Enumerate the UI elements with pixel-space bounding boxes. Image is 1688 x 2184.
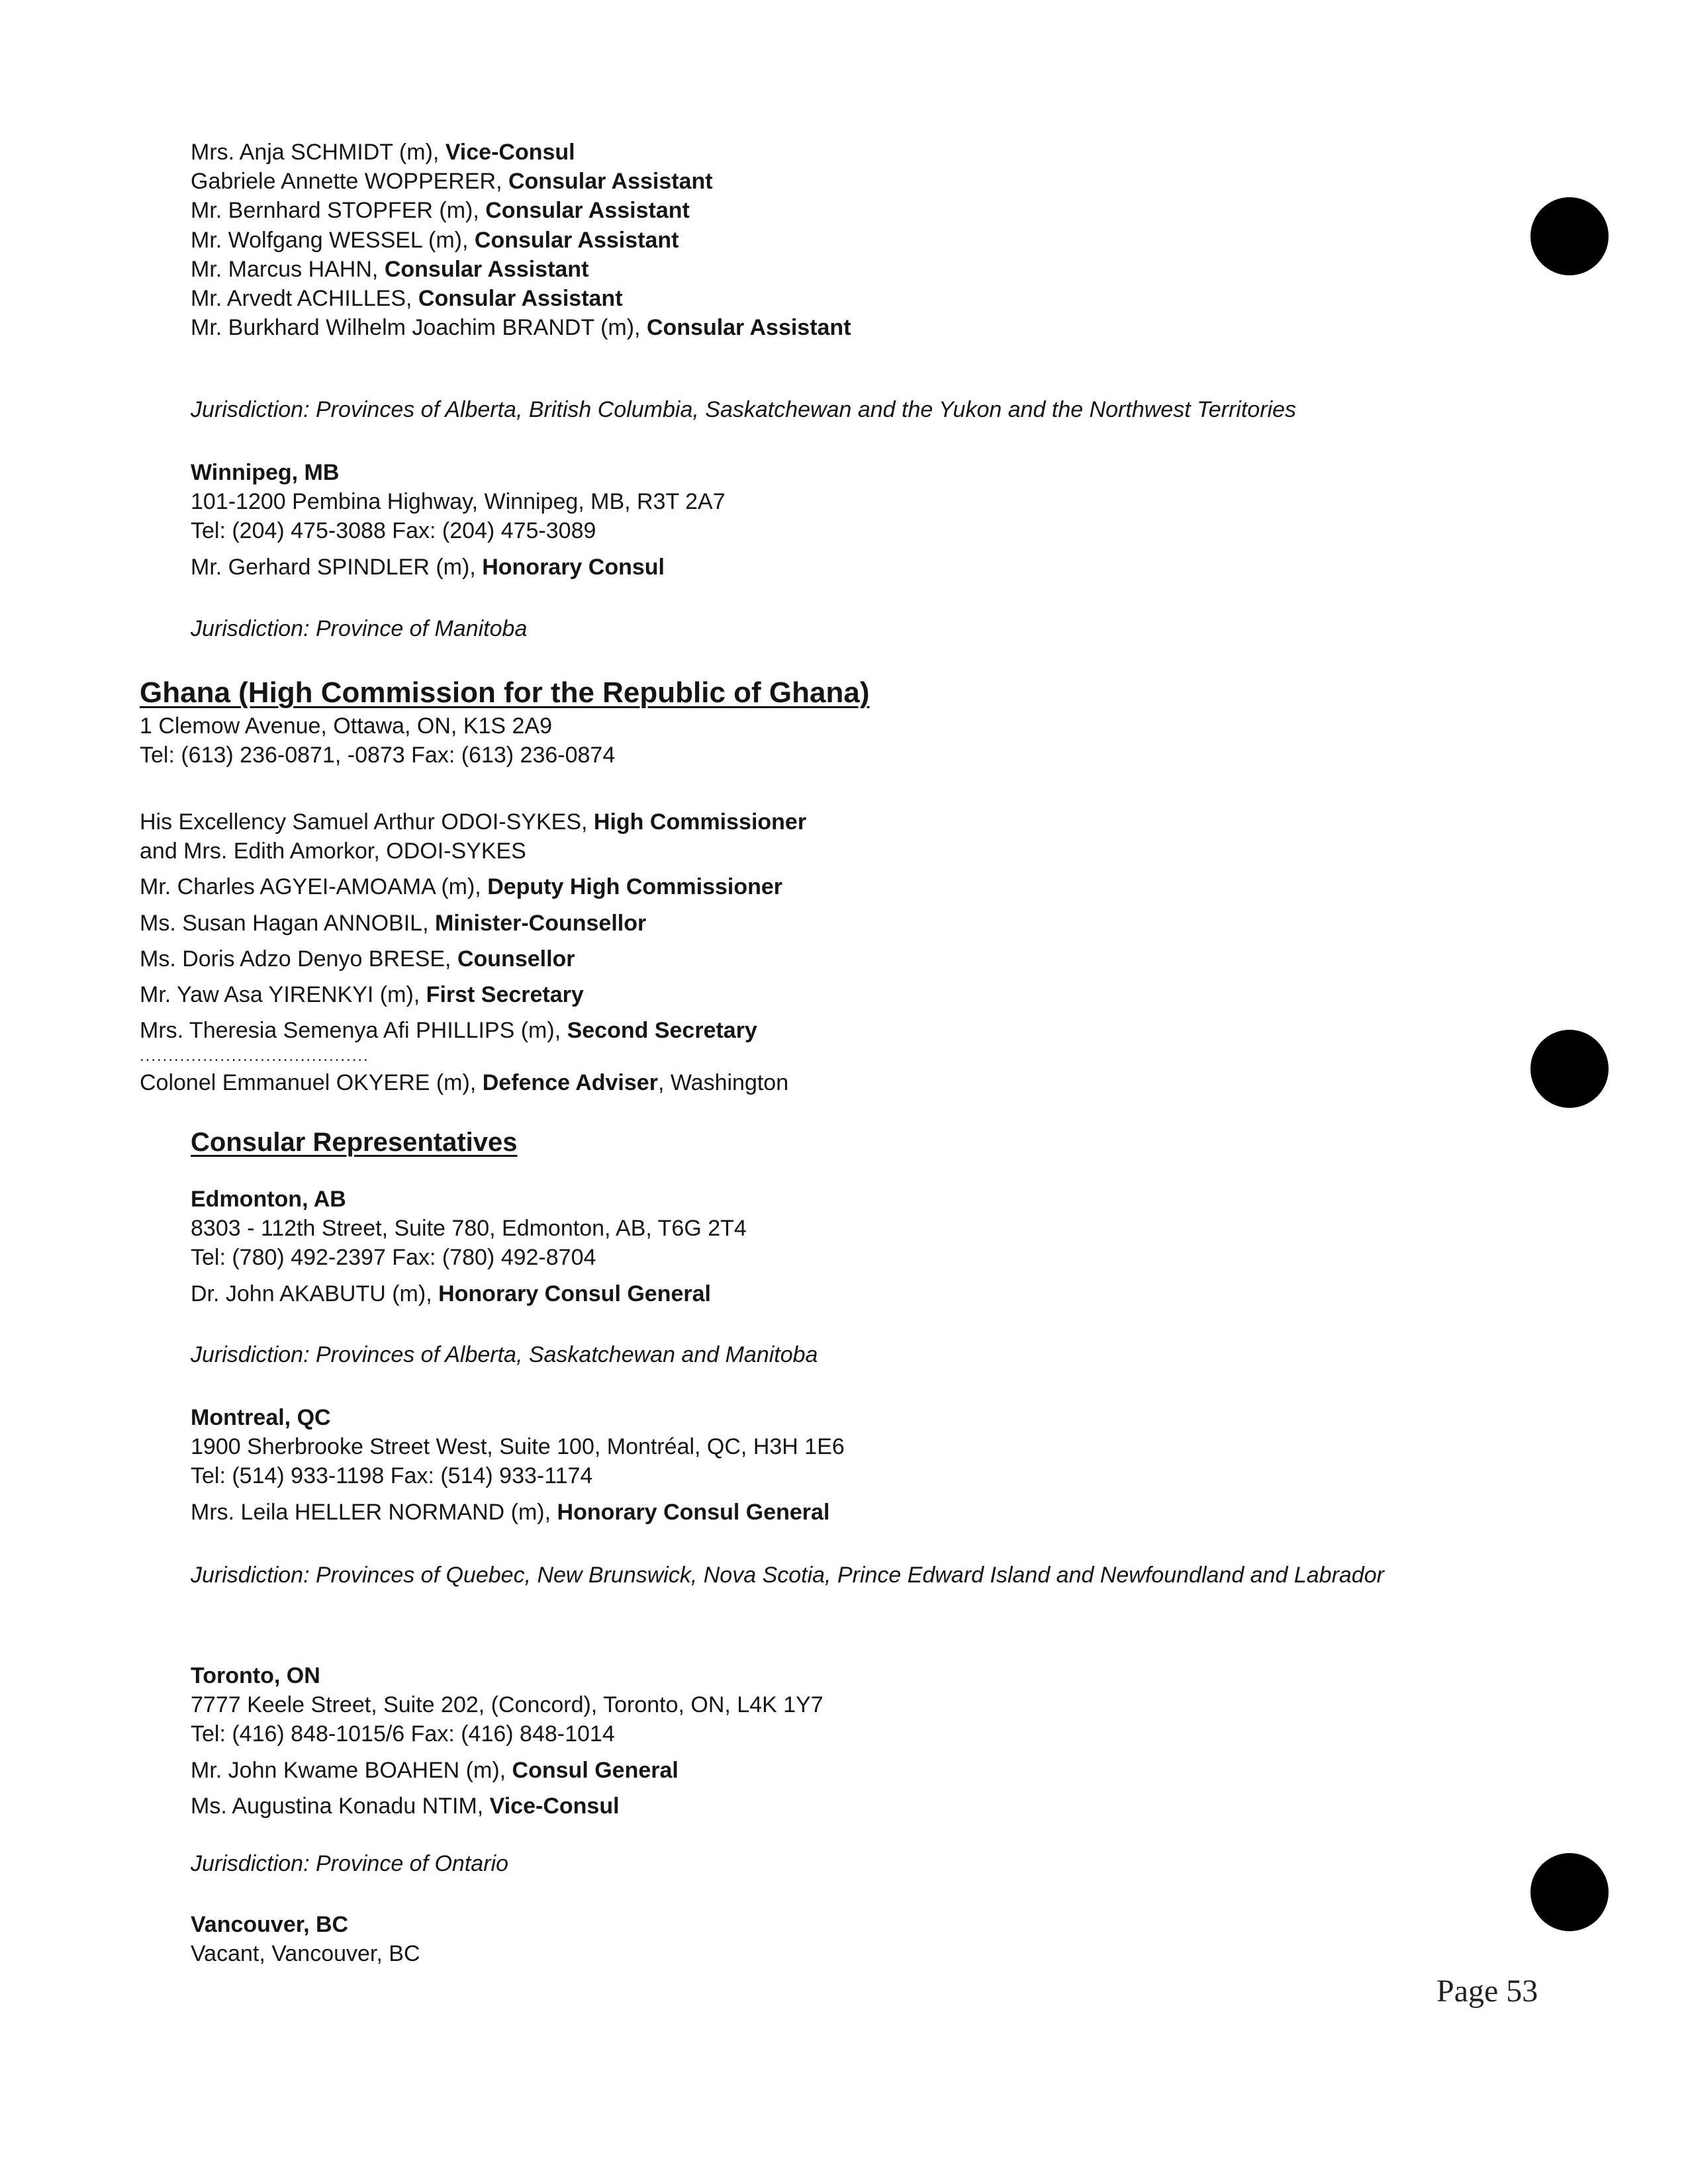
edmonton-section	[191, 1185, 1515, 1308]
staff-line: Mr. Gerhard SPINDLER (m), Honorary Consul	[191, 554, 665, 580]
defence-adviser-block	[140, 1068, 1464, 1097]
jurisdiction-edmonton	[191, 1340, 1515, 1369]
staff-line: Dr. John AKABUTU (m), Honorary Consul General	[191, 1281, 711, 1306]
jurisdiction-winnipeg	[191, 614, 1515, 643]
jurisdiction-text: Jurisdiction: Province of Ontario	[191, 1851, 508, 1876]
spouse-line: and Mrs. Edith Amorkor, ODOI-SYKES	[140, 839, 526, 864]
city-heading: Toronto, ON	[191, 1663, 320, 1688]
jurisdiction-text: Jurisdiction: Provinces of Alberta, Saskatchewan and Manitoba	[191, 1342, 818, 1367]
staff-line: Gabriele Annette WOPPERER, Consular Assistant	[191, 169, 713, 195]
staff-line: Mr. Marcus HAHN, Consular Assistant	[191, 256, 589, 282]
address-line: 101-1200 Pembina Highway, Winnipeg, MB, R3T 2A7	[191, 489, 726, 515]
staff-line: Mrs. Theresia Semenya Afi PHILLIPS (m), Second Secretary	[140, 1018, 757, 1044]
tel-line: Tel: (613) 236-0871, -0873 Fax: (613) 236-0874	[140, 743, 616, 768]
tel-line: Tel: (780) 492-2397 Fax: (780) 492-8704	[191, 1245, 596, 1271]
ghana-staff	[140, 807, 1464, 1045]
separator-block	[140, 1048, 1464, 1064]
staff-line: Mr. Burkhard Wilhelm Joachim BRANDT (m), Consular Assistant	[191, 315, 851, 341]
staff-line: Mr. Yaw Asa YIRENKYI (m), First Secretary	[140, 981, 584, 1007]
address-line: 1 Clemow Avenue, Ottawa, ON, K1S 2A9	[140, 713, 553, 739]
address-line: 7777 Keele Street, Suite 202, (Concord), Toronto, ON, L4K 1Y7	[191, 1692, 823, 1718]
staff-line: Mr. Wolfgang WESSEL (m), Consular Assistant	[191, 227, 679, 253]
status-line: Vacant, Vancouver, BC	[191, 1941, 420, 1967]
vancouver-section	[191, 1910, 1515, 1968]
staff-line: Mrs. Leila HELLER NORMAND (m), Honorary Consul General	[191, 1499, 830, 1525]
jurisdiction-toronto	[191, 1849, 1515, 1878]
country-heading: Ghana (High Commission for the Republic of Ghana)	[140, 676, 870, 709]
staff-line: His Excellency Samuel Arthur ODOI-SYKES, High Commissioner	[140, 809, 807, 835]
staff-line: Ms. Augustina Konadu NTIM, Vice-Consul	[191, 1793, 620, 1819]
jurisdiction-montreal	[191, 1561, 1515, 1590]
jurisdiction-text: Jurisdiction: Province of Manitoba	[191, 616, 528, 641]
winnipeg-section	[191, 458, 1515, 582]
ghana-heading-block	[140, 674, 1464, 770]
binder-hole-bottom	[1530, 1853, 1609, 1931]
city-heading: Winnipeg, MB	[191, 460, 340, 485]
city-heading: Montreal, QC	[191, 1405, 331, 1430]
consular-representatives-heading: Consular Representatives	[191, 1128, 518, 1157]
staff-line: Mrs. Anja SCHMIDT (m), Vice-Consul	[191, 140, 575, 165]
staff-line: Colonel Emmanuel OKYERE (m), Defence Adviser, Washington	[140, 1070, 789, 1095]
staff-line: Ms. Susan Hagan ANNOBIL, Minister-Counsellor	[140, 910, 647, 936]
binder-hole-middle	[1530, 1030, 1609, 1108]
city-heading: Edmonton, AB	[191, 1187, 346, 1212]
jurisdiction-text: Jurisdiction: Provinces of Quebec, New Brunswick, Nova Scotia, Prince Edward Island and Newfoundland and Labrador	[191, 1563, 1384, 1588]
staff-line: Mr. Bernhard STOPFER (m), Consular Assistant	[191, 198, 690, 224]
staff-line: Ms. Doris Adzo Denyo BRESE, Counsellor	[140, 946, 575, 972]
city-heading: Vancouver, BC	[191, 1912, 349, 1937]
toronto-section	[191, 1661, 1515, 1821]
address-line: 1900 Sherbrooke Street West, Suite 100, Montréal, QC, H3H 1E6	[191, 1434, 845, 1460]
jurisdiction-text: Jurisdiction: Provinces of Alberta, British Columbia, Saskatchewan and the Yukon and the Northwest Territories	[191, 397, 1296, 422]
consular-representatives-block	[191, 1125, 1515, 1160]
staff-line: Mr. John Kwame BOAHEN (m), Consul General	[191, 1757, 679, 1783]
staff-line: Mr. Arvedt ACHILLES, Consular Assistant	[191, 285, 623, 311]
dotted-separator: ........................................	[140, 1047, 369, 1065]
binder-hole-top	[1530, 197, 1609, 275]
montreal-section	[191, 1403, 1515, 1527]
consulate-staff-continued	[191, 138, 1515, 342]
tel-line: Tel: (416) 848-1015/6 Fax: (416) 848-1014	[191, 1721, 615, 1747]
page-number: Page 53	[1436, 1974, 1538, 2009]
address-line: 8303 - 112th Street, Suite 780, Edmonton, AB, T6G 2T4	[191, 1216, 747, 1242]
tel-line: Tel: (514) 933-1198 Fax: (514) 933-1174	[191, 1463, 593, 1489]
jurisdiction-block1	[191, 395, 1515, 424]
tel-line: Tel: (204) 475-3088 Fax: (204) 475-3089	[191, 518, 596, 544]
staff-line: Mr. Charles AGYEI-AMOAMA (m), Deputy High Commissioner	[140, 874, 783, 900]
